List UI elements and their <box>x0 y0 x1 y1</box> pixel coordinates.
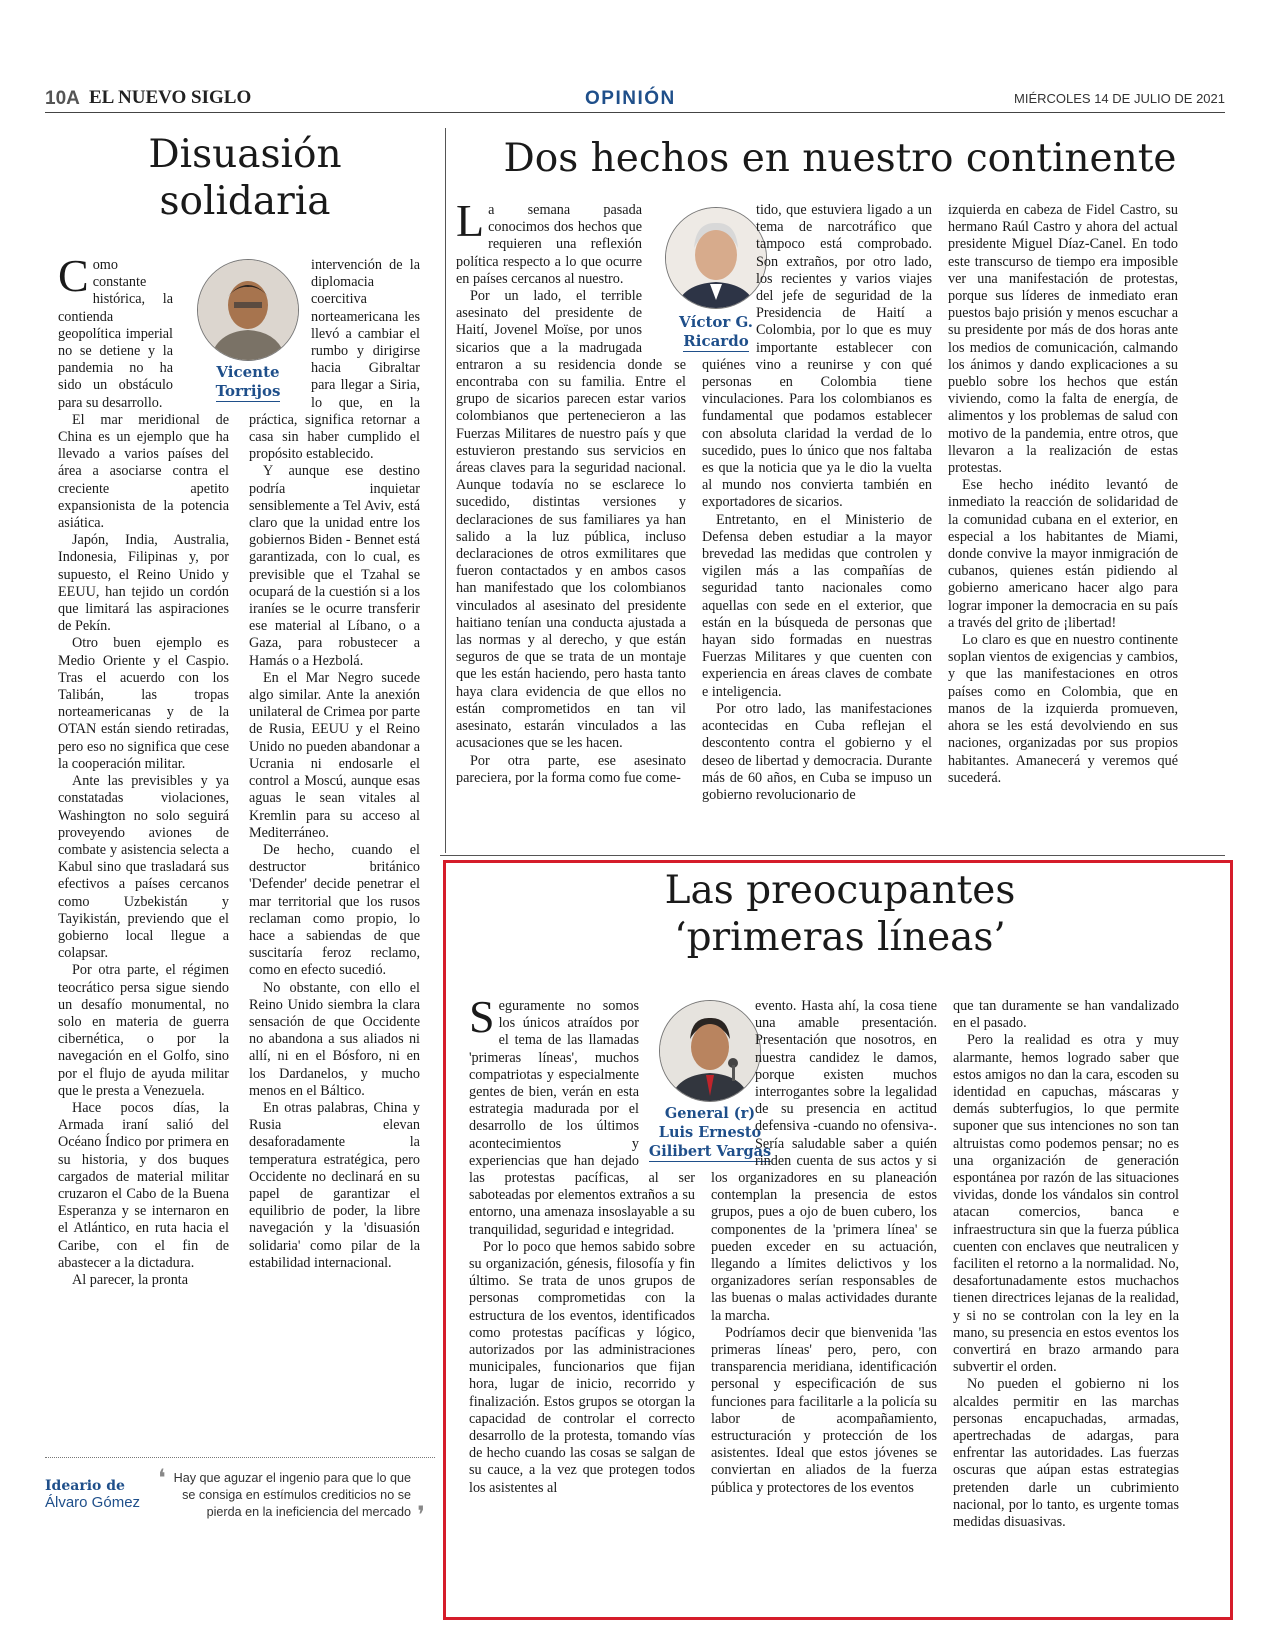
article3-title <box>470 868 1210 962</box>
paragraph-text: omo constante histórica, la contienda geopolítica imperial no se detiene y la pandemia no ha sido un obstáculo para su desarrollo. <box>58 257 173 411</box>
article1-title-line1: Disuasión <box>148 132 342 177</box>
author-photo-spacer <box>639 998 695 1168</box>
paragraph-text: a semana pasada conocimos dos hechos que requieren una reflexión política respecto a lo que ocurre en países cercanos al nuestro. <box>456 202 642 287</box>
paragraph: No obstante, con ello el Reino Unido siembra la clara sensación de que Occidente no abandona a sus aliados ni allí, ni en el Bósforo, ni en los Dardanelos, y mucho menos en el Báltico. <box>249 979 420 1099</box>
paragraph: Pero la realidad es otra y muy alarmante, hemos logrado saber que estos amigos no dan la cara, escoden su identidad en capuchas, máscaras y demás subterfugios, lo que permite suponer que sus intenciones no son tan altruistas como podemos pensar; no es una organización de generación espontánea por razón de las situaciones vividas, donde los vándalos sin control atacan comercios, banca e infraestructura sin que la fuerza pública cuenten con enclaves que neutralicen y faciliten el retorno a la normalidad. No, desafortunadamente estos muchachos tienen directrices lejanas de la realidad, y si no se controlan con la ley en la mano, su presencia en estos eventos los convertirá en brazo armando para subvertir el orden. <box>953 1032 1179 1376</box>
paragraph: Por otra parte, ese asesinato pareciera, por la forma como fue come- <box>456 752 686 786</box>
paragraph: Japón, India, Australia, Indonesia, Filipinas y, por supuesto, el Reino Unido y EEUU, han tejido un cordón que limitará las aspiraciones de Pekín. <box>58 532 229 635</box>
article2-column-1 <box>456 195 686 787</box>
header-rule <box>45 112 1225 113</box>
ideario-quote-box <box>158 1464 425 1529</box>
author-first-name: Luis Ernesto <box>658 1124 762 1141</box>
article3-title-line2: ‘primeras líneas’ <box>674 914 1006 960</box>
article2-title <box>455 136 1225 183</box>
paragraph: No pueden el gobierno ni los alcaldes permitir en las marchas personas encapuchadas, armadas, apertrechadas de adargas, para enfrentar las autoridades. Las fuerzas oscuras que aúpan estas estrategias pretenden darle un cubrimiento nacional, por lo tanto, es urgente tomas medidas disuasivas. <box>953 1376 1179 1531</box>
article3-column-3 <box>953 998 1179 1531</box>
paragraph: Ante las previsibles y ya constatadas violaciones, Washington no solo seguirá proveyendo aviones de combate y asistencia selecta a Kabul sino que trasladará sus efectivos a países cercanos como Uzbekistán y Tayikistán, previendo que el gobierno local llegue a colapsar. <box>58 773 229 962</box>
paragraph: que tan duramente se han vandalizado en el pasado. <box>953 998 1179 1032</box>
ideario-label-line1: Ideario de <box>45 1478 125 1494</box>
paragraph: En otras palabras, China y Rusia elevan desaforadamente la temperatura estratégica, pero Occidente no declinará en su papel de garantizar el equilibrio de poder, la libre navegación y la 'disuasión solidaria' como pilar de la estabilidad internacional. <box>249 1099 420 1271</box>
ideario-rule <box>45 1457 435 1458</box>
paragraph-text: eguramente no somos los únicos atraídos por el tema de las llamadas 'primeras líneas', muchos compatriotas y especialmente gentes de bien, verán en esta estrategia madurada por el desarrollo de los últimos acontecimientos y experiencias que han dejado las protestas pacíficas, al ser saboteadas por elementos extraños a su entorno, una amenaza insoslayable a su tranquilidad, seguridad e integridad. <box>469 998 695 1238</box>
paragraph: Hace pocos días, la Armada iraní salió del Océano Índico por primera en su historia, y dos buques cargados de material militar cruzaron el Cabo de la Buena Esperanza y se internaron en el Atlántico, en ruta hacia el Caribe, con el fin de abastecer a la dictadura. <box>58 1099 229 1271</box>
article1-title-line2: solidaria <box>159 178 331 224</box>
drop-cap: S <box>469 991 495 1042</box>
paragraph: Por otra parte, el régimen teocrático persa sigue siendo un desafío monumental, no solo en materia de guerra cibernética, o por la navegación en el Golfo, sino por el flujo de ayuda militar que le presta a Venezuela. <box>58 962 229 1099</box>
paragraph: tido, que estuviera ligado a un tema de narcotráfico que tampoco está comprobado. Son extraños, por otro lado, los recientes y varios viajes del jefe de seguridad de la Presidencia de Haití a Colombia, por lo que es muy importante establecer con quiénes vino a reunirse y con qué personas en Colombia tiene vinculaciones. Para los colombianos es fundamental que podamos establecer con absoluta claridad la verdad de lo sucedido, pues lo único que nos faltaba es que la noticia que ya le dio la vuelta al mundo nos convierta también en exportadores de sicarios. <box>702 202 932 511</box>
ideario-label <box>45 1478 155 1511</box>
paragraph: evento. Hasta ahí, la cosa tiene una amable presentación. Presentación que nosotros, en nuestra candidez le damos, porque existen muchos interrogantes sobre la legalidad de su presencia en actitud defensiva -cuando no ofensiva-. Sería saludable saber a quién rinden cuenta de sus actos y si los organizadores en su planeación contemplan la presencia de estos grupos, pues a ojo de buen cubero, los componentes de la 'primera línea' se pueden exceder en su actuación, llegando a límites delictivos y los organizadores serían responsables de las buenas o malas actividades durante la marcha. <box>711 998 937 1324</box>
author-photo-spacer <box>711 998 755 1168</box>
article3-column-1 <box>469 991 695 1497</box>
paragraph: Por otro lado, las manifestaciones acontecidas en Cuba reflejan el descontento contra el gobierno y el deseo de libertad y democracia. Durante más de 60 años, en Cuba se impuso un gobierno revolucionario de <box>702 700 932 803</box>
ideario-label-line2: Álvaro Gómez <box>45 1494 141 1511</box>
author-last-name: Ricardo <box>683 332 749 350</box>
article2-column-3 <box>948 202 1178 787</box>
section-name: OPINIÓN <box>585 88 676 109</box>
paragraph: Podríamos decir que bienvenida 'las primeras líneas' pero, pero, con transparencia meridiana, identificación personal y especificación de sus funciones para facilitarle a la policía su labor de acompañamiento, estructuración y protección de los asistentes. Ideal que estos jóvenes se conviertan en aliados de la fuerza pública y protectores de los eventos <box>711 1324 937 1496</box>
paragraph: intervención de la diplomacia coercitiva norteamericana les llevó a cambiar el rumbo y dirigirse hacia Gibraltar para llegar a Siria, lo que, en la práctica, significa retornar a casa sin haber cumplido el propósito establecido. <box>249 257 420 463</box>
paragraph: Al parecer, la pronta <box>72 1271 189 1288</box>
paragraph: Lo claro es que en nuestro continente soplan vientos de exigencias y cambios, y que las manifestaciones en otros países como en Colombia, que en manos de la izquierda promueven, ahora se les está devolviendo en sus naciones, organizadas por sus propios habitantes. Amanecerá y veremos qué sucederá. <box>948 632 1178 786</box>
paragraph: Ese hecho inédito levantó de inmediato la reacción de solidaridad de la comunidad cubana en el exterior, en especial a los habitantes de Miami, donde convive la mayor inmigración de cubanos, quienes están pidiendo al gobierno americano hacer algo para lograr imponer la democracia en su país a través del grito de ¡libertad! <box>948 477 1178 631</box>
page-number: 10A <box>45 88 80 109</box>
masthead: EL NUEVO SIGLO <box>89 87 252 108</box>
article2-column-2 <box>702 202 932 804</box>
author-last-name: Torrijos <box>215 382 281 400</box>
paragraph: Por lo poco que hemos sabido sobre su organización, génesis, filosofía y fin último. Se trata de unos grupos de personas comprometidas con la estructura de los eventos, identificados como protestas pacíficas y lógico, autorizados por las administraciones municipales, funcionarios que fijan hora, lugar de inicio, recorrido y finalización. Estos grupos se otorgan la capacidad de controlar el correcto desarrollo de la protesta, tomando vías de hecho cuando las cosas se salgan de su cauce, a la vez que protegen todos los asistentes al <box>469 1238 695 1496</box>
article1-title <box>55 132 435 226</box>
column-divider <box>445 128 446 853</box>
page-header <box>45 88 1225 114</box>
article3-title-line1: Las preocupantes <box>664 868 1016 913</box>
paragraph: Entretanto, en el Ministerio de Defensa deben estudiar a la mayor brevedad las medidas que controlen y vigilen más a las compañías de seguridad tanto nacionales como aquellas con sede en el exterior, que están en la búsqueda de personas que hayan sido formadas en nuestras Fuerzas Militares y que cuenten con experiencia en áreas claves de combate e inteligencia. <box>702 511 932 700</box>
paragraph: De hecho, cuando el destructor británico 'Defender' decide penetrar el mar territorial que los rusos reclaman como propio, lo hace a sabiendas de que suscitaría feroz reclamo, como en efecto sucedió. <box>249 841 420 979</box>
author-photo-spacer <box>702 202 756 350</box>
drop-cap: C <box>58 250 89 301</box>
article3-column-2 <box>711 998 937 1497</box>
author-photo-spacer <box>173 257 229 382</box>
paragraph: izquierda en cabeza de Fidel Castro, su hermano Raúl Castro y ahora del actual presidente Miguel Díaz-Canel. En todo este transcurso de tiempo era imposible ver una manifestación de protestas, porque sus líderes de inmediato eran puestos bajo prisión y menos escuchar a su presidente por más de dos horas ante los medios de comunicación, calmando los ánimos y dando explicaciones a su pueblo sobre los hechos que están viviendo, como la falta de energía, de alimentos y los problemas de salud con motivo de la pandemia, entre otros, que llevaron a la realización de estas protestas. <box>948 202 1178 477</box>
paragraph: Por un lado, el terrible asesinato del presidente de Haití, Jovenel Moïse, por unos sicarios que a la madrugada entraron a su residencia donde se encontraba con su familia. Entre el grupo de sicarios parecen estar varios colombianos que pertenecieron a las Fuerzas Militares de nuestro país y que estuvieron prestando sus servicios en áreas claves para la seguridad nacional. Aunque todavía no se esclarece lo sucedido, distintas versiones y declaraciones de sus familiares ya han salido a la luz pública, incluso declaraciones de otros exmilitares que fueron contactados y en ambos casos han manifestado que los colombianos vinculados al asesinato del presidente haitiano tenían una conducta ajustada a las normas y al derecho, y que están seguros de que se trata de un montaje que les están haciendo, pero hasta tanto haya clara evidencia de que ellos no están comprometidos en tan vil asesinato, estarán vinculados a las acusaciones que se les hacen. <box>456 288 686 752</box>
article1-column-2 <box>249 257 420 1272</box>
author-first-name: Víctor G. <box>678 313 754 331</box>
close-quote-icon: ❜ <box>417 1501 425 1529</box>
author-photo-spacer <box>249 257 311 407</box>
article2-title-text: Dos hechos en nuestro continente <box>503 136 1177 181</box>
issue-date: MIÉRCOLES 14 DE JULIO DE 2021 <box>1014 91 1225 106</box>
paragraph: Y aunque ese destino podría inquietar sensiblemente a Tel Aviv, está claro que la unidad entre los gobiernos Biden - Bennet está garantizada, con lo cual, es previsible que el Tzahal se ocupará de la cuestión si a los iraníes se le ocurre transferir ese material al Líbano, o a Gaza, para robustecer a Hamás o a Hezbolá. <box>249 463 420 669</box>
author-rank: General (r) <box>664 1105 756 1122</box>
ideario-quote: Hay que aguzar el ingenio para que lo que se consiga en estímulos crediticios no se pierda en la ineficiencia del mercado <box>173 1471 411 1519</box>
paragraph: En el Mar Negro sucede algo similar. Ante la anexión unilateral de Crimea por parte de Rusia, EEUU y el Reino Unido no pueden abandonar a Ucrania ni endosarle el control a Moscú, aunque esas aguas le sean vitales al Kremlin para su acceso al Mediterráneo. <box>249 669 420 841</box>
author-photo-spacer <box>642 202 686 350</box>
drop-cap: L <box>456 195 485 246</box>
article1-column-1 <box>58 250 229 1289</box>
paragraph: Otro buen ejemplo es Medio Oriente y el Caspio. Tras el acuerdo con los Talibán, las tropas norteamericanas y de la OTAN están siendo retiradas, pero eso no significa que cese la cooperación militar. <box>58 635 229 772</box>
section-rule <box>440 855 1225 856</box>
open-quote-icon: ❛ <box>158 1464 166 1492</box>
paragraph: El mar meridional de China es un ejemplo que ha llevado a varios países del área a asociarse contra el creciente apetito expansionista de la potencia asiática. <box>58 411 229 532</box>
author-last-name: Gilibert Vargas <box>648 1143 772 1160</box>
author-first-name: Vicente <box>216 363 280 381</box>
